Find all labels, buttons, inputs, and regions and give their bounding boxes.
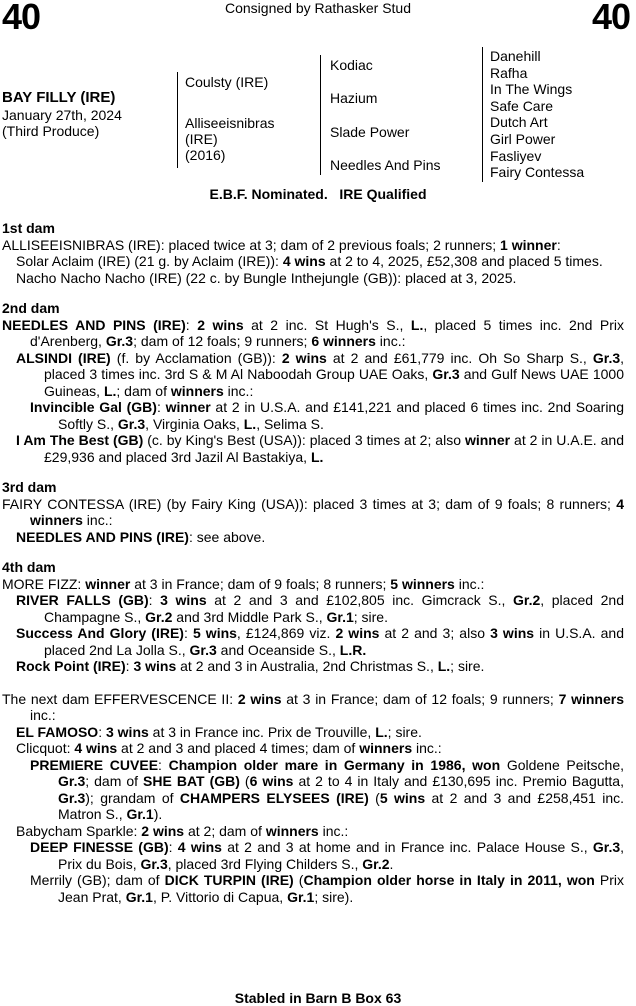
fourth-dam-entry: MORE FIZZ: winner at 3 in France; dam of 9 foals; 8 runners; 5 winners inc.: <box>2 575 485 592</box>
produce-entry: DEEP FINESSE (GB): 4 wins at 2 and 3 at home and in France inc. Palace House S., Gr.3, Prix du Bois, Gr.3, placed 3rd Flying Childers S., Gr.2. <box>30 839 625 872</box>
produce-entry: NEEDLES AND PINS (IRE): see above. <box>16 528 266 545</box>
produce-entry: Success And Glory (IRE): 5 wins, £124,869 viz. 2 wins at 2 and 3; also 3 wins in U.S.A. and placed 2nd La Jolla S., Gr.3 and Oceanside S., L.R. <box>16 625 624 658</box>
pedigree-gen3-4: Needles And Pins <box>330 157 441 173</box>
pedigree-gen4-item: Dutch Art <box>490 114 548 131</box>
next-dam-entry: The next dam EFFERVESCENCE II: 2 wins at 3 in France; dam of 12 foals; 9 runners; 7 winners inc.: <box>2 690 624 723</box>
pedigree-dam <box>185 115 274 163</box>
pedigree-bracket-2 <box>320 55 321 175</box>
produce-entry: I Am The Best (GB) (c. by King's Best (USA)): placed 3 times at 2; also winner at 2 in U.A.E. and £29,936 and placed 3rd Jazil Al Bastakiya, L. <box>16 432 625 465</box>
pedigree-bracket-3 <box>482 47 483 182</box>
produce-entry: ALSINDI (IRE) (f. by Acclamation (GB)): 2 wins at 2 and £61,779 inc. Oh So Sharp S., Gr.3, placed 3 times inc. 3rd S & M Al Naboodah Group UAE Oaks, Gr.3 and Gulf News UAE 1000 Guineas, L.; dam of winners inc.: <box>16 349 625 399</box>
foaling-date: January 27th, 2024 <box>2 107 122 123</box>
produce-entry: Clicquot: 4 wins at 2 and 3 and placed 4 times; dam of winners inc.: <box>16 740 442 756</box>
pedigree-gen3-3: Slade Power <box>330 124 410 140</box>
pedigree-gen4-item: Danehill <box>490 48 541 64</box>
pedigree-sire: Coulsty (IRE) <box>185 74 269 90</box>
second-dam-heading: 2nd dam <box>2 300 60 316</box>
nomination-status: E.B.F. Nominated. IRE Qualified <box>209 186 427 202</box>
second-dam-entry: NEEDLES AND PINS (IRE): 2 wins at 2 inc. St Hugh's S., L., placed 5 times inc. 2nd Prix d'Arenberg, Gr.3; dam of 12 foals; 9 runners; 6 winners inc.: <box>2 316 625 349</box>
stabling-info: Stabled in Barn B Box 63 <box>234 990 402 1006</box>
consignor: Consigned by Rathasker Stud <box>225 0 411 16</box>
produce-entry: Nacho Nacho Nacho (IRE) (22 c. by Bungle Inthejungle (GB)): placed at 3, 2025. <box>16 269 517 286</box>
catalogue-body <box>2 220 624 905</box>
third-dam-heading: 3rd dam <box>2 479 57 495</box>
produce-entry: Solar Aclaim (IRE) (21 g. by Aclaim (IRE)): 4 wins at 2 to 4, 2025, £52,308 and placed 5 times. <box>16 253 603 269</box>
pedigree-dam-name: Alliseeisnibras <box>185 115 275 131</box>
produce-entry: Babycham Sparkle: 2 wins at 2; dam of winners inc.: <box>16 822 349 839</box>
pedigree-gen4 <box>490 48 584 181</box>
third-dam-entry: FAIRY CONTESSA (IRE) (by Fairy King (USA)): placed 3 times at 3; dam of 9 foals; 8 runners; 4 winners inc.: <box>2 495 624 528</box>
produce-entry: Merrily (GB); dam of DICK TURPIN (IRE) (Champion older horse in Italy in 2011, won Prix Jean Prat, Gr.1, P. Vittorio di Capua, Gr.1; sire). <box>30 872 624 905</box>
produce-entry: Invincible Gal (GB): winner at 2 in U.S.A. and £141,221 and placed 6 times inc. 2nd Soaring Softly S., Gr.3, Virginia Oaks, L., Selima S. <box>30 399 624 432</box>
produce-entry: RIVER FALLS (GB): 3 wins at 2 and 3 and £102,805 inc. Gimcrack S., Gr.2, placed 2nd Champagne S., Gr.2 and 3rd Middle Park S., Gr.1; sire. <box>16 592 624 625</box>
produce-entry: Rock Point (IRE): 3 wins at 2 and 3 in Australia, 2nd Christmas S., L.; sire. <box>16 658 485 674</box>
first-dam-entry: ALLISEEISNIBRAS (IRE): placed twice at 3; dam of 2 previous foals; 2 runners; 1 winner: <box>2 236 561 253</box>
pedigree-gen4-item: Fairy Contessa <box>490 164 585 181</box>
pedigree-gen4-item: In The Wings <box>490 81 573 98</box>
produce-entry: EL FAMOSO: 3 wins at 3 in France inc. Prix de Trouville, L.; sire. <box>16 723 422 740</box>
fourth-dam-heading: 4th dam <box>2 559 56 575</box>
pedigree-gen4-item: Fasliyev <box>490 147 542 164</box>
lot-number-left: 40 <box>2 0 41 37</box>
produce-entry: PREMIERE CUVEE: Champion older mare in Germany in 1986, won Goldene Peitsche, Gr.3; dam of SHE BAT (GB) (6 wins at 2 to 4 in Italy and £130,695 inc. Premio Bagutta, Gr.3); grandam of CHAMPERS ELYSEES (IRE) (5 wins at 2 and 3 and £258,451 inc. Matron S., Gr.1). <box>30 756 625 822</box>
pedigree-dam-year: (2016) <box>185 147 226 163</box>
produce-note: (Third Produce) <box>2 123 100 139</box>
pedigree-gen4-item: Rafha <box>490 64 528 81</box>
pedigree-gen3-1: Kodiac <box>330 57 373 73</box>
first-dam-heading: 1st dam <box>2 220 55 236</box>
pedigree-gen4-item: Girl Power <box>490 130 556 147</box>
horse-info <box>2 107 122 139</box>
pedigree-bracket-1 <box>177 72 178 168</box>
horse-name: BAY FILLY (IRE) <box>2 89 116 106</box>
pedigree-dam-country: (IRE) <box>185 131 218 147</box>
lot-number-right: 40 <box>591 0 630 37</box>
pedigree-gen4-item: Safe Care <box>490 97 554 114</box>
pedigree-gen3-2: Hazium <box>330 90 378 106</box>
